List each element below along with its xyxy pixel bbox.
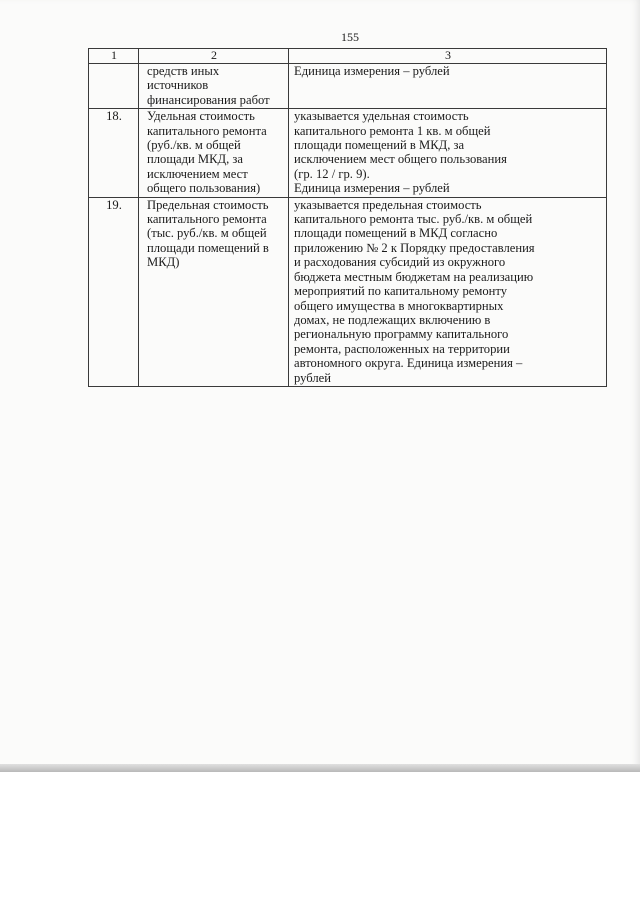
indicator-name-cell: [139, 64, 289, 109]
row-number: 19.: [89, 197, 139, 386]
description-cell: [289, 197, 607, 386]
indicator-name-line: источников: [147, 78, 209, 93]
table-row: [89, 64, 607, 109]
scan-edge: [0, 764, 640, 772]
indicator-name-line: общего пользования): [147, 181, 261, 196]
indicator-name-line: Предельная стоимость: [147, 197, 269, 212]
indicator-name-line: капитального ремонта: [147, 123, 267, 138]
description-line: мероприятий по капитальному ремонту: [294, 284, 507, 299]
description-line: указывается удельная стоимость: [294, 109, 469, 124]
description-line: площади помещений в МКД, за: [294, 138, 465, 153]
table-header-row: [89, 49, 607, 64]
indicator-name-line: площади помещений в: [147, 240, 269, 255]
description-line: и расходования субсидий из окружного: [294, 255, 506, 270]
description-line: общего имущества в многоквартирных: [294, 298, 504, 313]
indicator-name-line: исключением мест: [147, 166, 248, 181]
description-line: приложению № 2 к Порядку предоставления: [294, 240, 535, 255]
row-number: [89, 64, 139, 109]
description-line: рублей: [294, 370, 331, 385]
indicator-name-line: средств иных: [147, 64, 220, 78]
description-line: домах, не подлежащих включению в: [294, 312, 491, 327]
description-line: указывается предельная стоимость: [294, 197, 482, 212]
description-line: (гр. 12 / гр. 9).: [294, 166, 370, 181]
indicator-name-line: (тыс. руб./кв. м общей: [147, 226, 267, 241]
description-line: Единица измерения – рублей: [294, 64, 450, 78]
table-row: [89, 197, 607, 386]
indicator-name-line: (руб./кв. м общей: [147, 138, 241, 153]
description-line: капитального ремонта 1 кв. м общей: [294, 123, 491, 138]
column-header: 3: [289, 49, 607, 64]
column-header: 2: [139, 49, 289, 64]
row-number: 18.: [89, 109, 139, 197]
description-line: бюджета местным бюджетам на реализацию: [294, 269, 534, 284]
indicator-name-cell: [139, 109, 289, 197]
data-table: [88, 48, 607, 387]
description-cell: [289, 109, 607, 197]
page-number: 155: [341, 30, 359, 44]
indicator-name-line: МКД): [147, 255, 180, 270]
description-line: ремонта, расположенных на территории: [294, 341, 510, 356]
indicator-name-cell: [139, 197, 289, 386]
description-line: автономного округа. Единица измерения –: [294, 356, 523, 371]
column-header: 1: [89, 49, 139, 64]
table-row: [89, 109, 607, 197]
description-line: Единица измерения – рублей: [294, 181, 450, 196]
description-line: исключением мест общего пользования: [294, 152, 507, 167]
description-line: площади помещений в МКД согласно: [294, 226, 498, 241]
table-body: [89, 64, 607, 387]
indicator-name-line: финансирования работ: [147, 92, 270, 107]
indicator-name-line: Удельная стоимость: [147, 109, 255, 124]
description-cell: [289, 64, 607, 109]
description-line: капитального ремонта тыс. руб./кв. м общей: [294, 212, 533, 227]
indicator-name-line: площади МКД, за: [147, 152, 243, 167]
description-line: региональную программу капитального: [294, 327, 509, 342]
indicator-name-line: капитального ремонта: [147, 212, 267, 227]
